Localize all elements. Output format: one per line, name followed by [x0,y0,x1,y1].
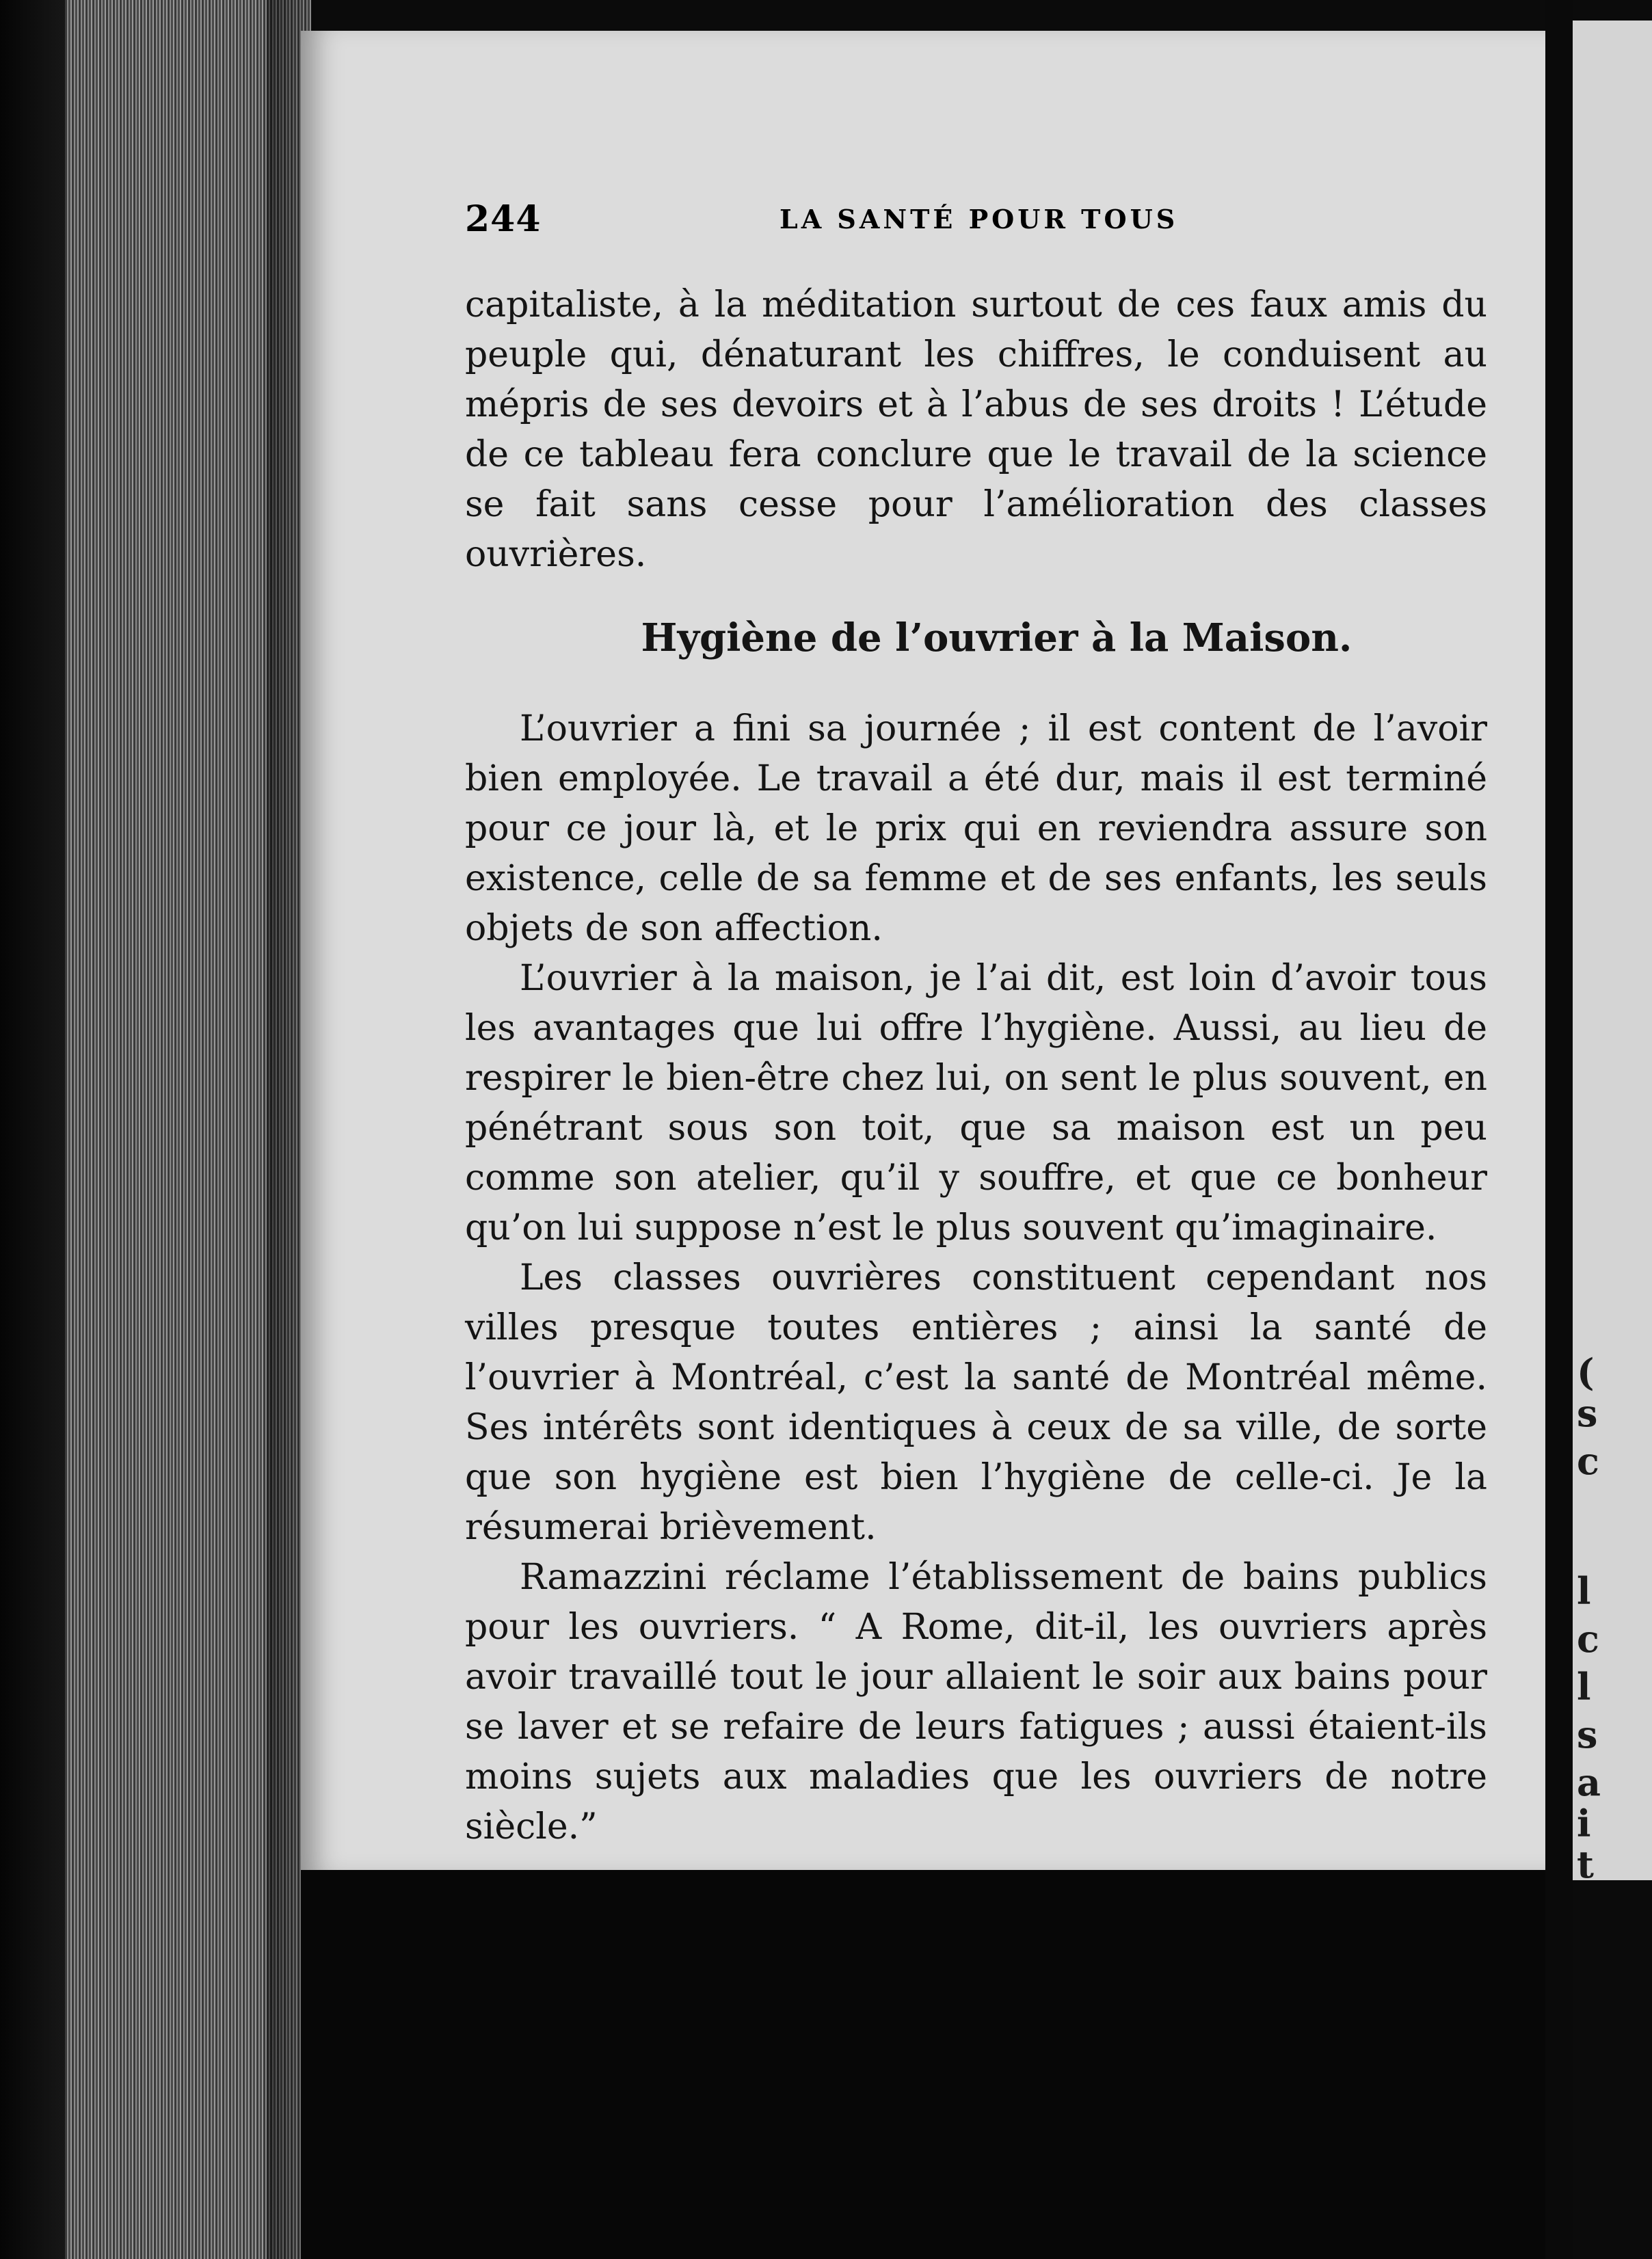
facing-page-fragment: c [1577,1439,1599,1483]
facing-page-fragment: t [1577,1843,1594,1880]
body-paragraph: Ramazzini réclame l’établissement de bains publics pour les ouvriers. “ A Rome, dit-il, les ouvriers après avoir travaillé tout le jour allaient le soir aux bains pour se laver et se refaire de leurs fatigues ; aussi étaient-ils moins sujets aux maladies que les ouvriers de notre siècle.” [465,1557,1487,1847]
book-gutter [1545,0,1573,2259]
page-body [465,280,1487,1852]
facing-page-fragment: a [1577,1761,1601,1804]
facing-page-fragment: c [1577,1617,1599,1661]
running-title: LA SANTÉ POUR TOUS [780,204,1179,235]
running-header [465,198,1190,246]
body-paragraph: L’ouvrier a fini sa journée ; il est content de l’avoir bien employée. Le travail a été dur, mais il est terminé pour ce jour là, et le prix qui en reviendra assure son existence, celle de sa femme et de ses enfants, les seuls objets de son affection. [465,708,1487,949]
facing-page-fragment: i [1577,1802,1591,1845]
facing-page [1573,21,1652,1880]
body-paragraph: Les classes ouvrières constituent cependant nos villes presque toutes entières ; ainsi la santé de l’ouvrier à Montréal, c’est la santé de Montréal même. Ses intérêts sont identiques à ceux de sa ville, de sorte que son hygiène est bien l’hygiène de celle-ci. Je la résumerai brièvement. [465,1257,1487,1548]
page-number: 244 [465,198,542,240]
book-spine-shadow [0,0,75,2259]
facing-page-fragment: s [1577,1391,1598,1435]
facing-page-fragment: l [1577,1665,1591,1709]
facing-page-fragment: l [1577,1569,1591,1613]
facing-page-fragment: s [1577,1713,1598,1756]
opening-paragraph: capitaliste, à la méditation surtout de ces faux amis du peuple qui, dénaturant les chiffres, le conduisent au mépris de ses devoirs et à l’abus de ses droits ! L’étude de ce tableau fera conclure que le travail de la science se fait sans cesse pour l’amélioration des classes ouvrières. [465,284,1487,575]
scan-background [301,1870,1545,2259]
section-title: Hygiène de l’ouvrier à la Maison. [641,615,1353,660]
facing-page-fragment: ( [1577,1350,1595,1394]
body-paragraph: L’ouvrier à la maison, je l’ai dit, est loin d’avoir tous les avantages que lui offre l’hygiène. Aussi, au lieu de respirer le bien-être chez lui, on sent le plus souvent, en pénétrant sous son toit, que sa maison est un peu comme son atelier, qu’il y souffre, et que ce bonheur qu’on lui suppose n’est le plus souvent qu’imaginaire. [465,958,1487,1248]
